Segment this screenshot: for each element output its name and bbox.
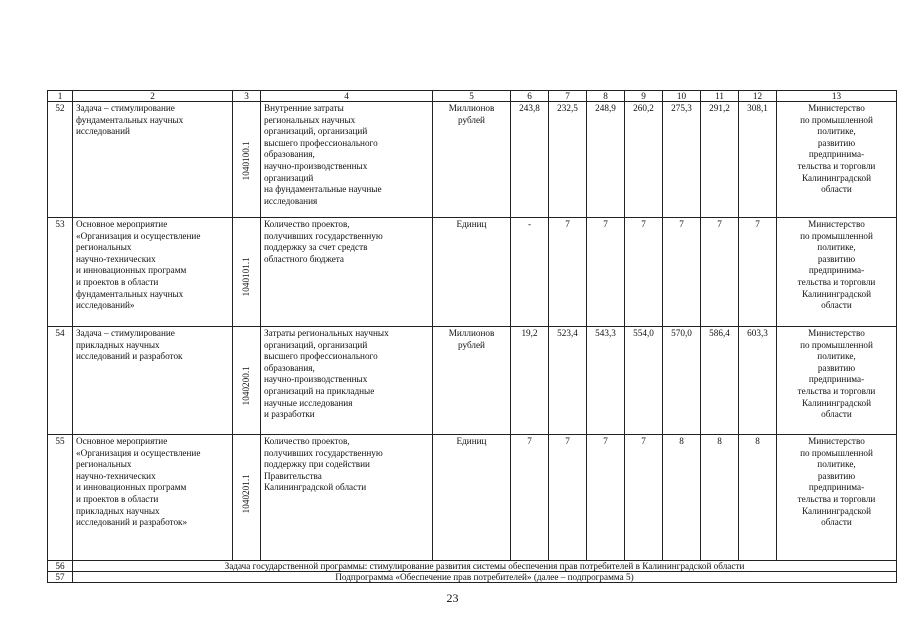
indicator-name-line: получивших государственную	[264, 447, 383, 458]
indicator-name-line: организаций	[264, 172, 314, 183]
responsible-line: Министерство	[808, 103, 865, 113]
responsible-line: развитию	[817, 253, 856, 264]
responsible-cell	[777, 218, 897, 327]
responsible-line: тельства и торговли	[797, 160, 876, 171]
indicator-name-line: Количество проектов,	[264, 436, 350, 446]
responsible-cell	[777, 327, 897, 435]
table-row	[48, 435, 897, 561]
responsible-line: политике,	[817, 351, 856, 362]
indicator-name-line: научно-производственных	[264, 374, 368, 385]
responsible-line: Министерство	[808, 328, 865, 338]
indicator-code: 1040200.1	[240, 366, 251, 406]
unit-line: Единиц	[456, 436, 487, 446]
unit-cell	[433, 327, 511, 435]
task-name-line: прикладных научных	[76, 339, 160, 350]
value-cell: 586,4	[701, 327, 739, 435]
value-cell: 7	[587, 218, 625, 327]
indicator-name-cell	[261, 102, 433, 218]
task-name-line: научно-технических	[76, 470, 156, 481]
value-cell: 7	[663, 218, 701, 327]
value-cell: -	[511, 218, 549, 327]
responsible-line: предпринима-	[808, 482, 865, 493]
indicator-code-cell	[233, 327, 261, 435]
value-cell: 248,9	[587, 102, 625, 218]
row-number-cell: 55	[48, 435, 73, 561]
column-number-cell: 1	[48, 91, 73, 102]
task-name-line: и инновационных программ	[76, 265, 187, 276]
indicator-name-line: организаций, организаций	[264, 339, 368, 350]
indicator-name-line: исследования	[264, 195, 318, 206]
task-name-cell	[73, 327, 233, 435]
responsible-line: Министерство	[808, 219, 865, 229]
column-number-cell: 4	[261, 91, 433, 102]
indicator-name-line: научно-производственных	[264, 160, 368, 171]
task-name-line: и проектов в области	[76, 493, 159, 504]
indicator-name-line: Затраты региональных научных	[264, 328, 389, 338]
indicator-name-line: поддержку при содействии	[264, 459, 370, 470]
responsible-line: политике,	[817, 459, 856, 470]
section-title-cell: Подпрограмма «Обеспечение прав потребителей» (далее – подпрограмма 5)	[73, 572, 897, 583]
task-name-line: фундаментальных научных	[76, 288, 184, 299]
task-name-line: «Организация и осуществление	[76, 447, 201, 458]
indicator-name-line: высшего профессионального	[264, 351, 378, 362]
row-number-cell: 53	[48, 218, 73, 327]
column-number-header-row	[48, 91, 897, 102]
task-name-line: фундаментальных научных	[76, 114, 184, 125]
column-number-cell: 10	[663, 91, 701, 102]
indicator-name-cell	[261, 435, 433, 561]
value-cell: 291,2	[701, 102, 739, 218]
column-number-cell: 13	[777, 91, 897, 102]
responsible-cell	[777, 102, 897, 218]
value-cell: 8	[701, 435, 739, 561]
task-name-line: Основное мероприятие	[76, 219, 168, 229]
unit-cell	[433, 218, 511, 327]
column-number-cell: 2	[73, 91, 233, 102]
task-name-line: региональных	[76, 242, 132, 253]
task-name-cell	[73, 435, 233, 561]
column-number-cell: 6	[511, 91, 549, 102]
indicator-code-cell	[233, 435, 261, 561]
column-number-cell: 8	[587, 91, 625, 102]
table-row	[48, 327, 897, 435]
responsible-line: политике,	[817, 242, 856, 253]
indicator-name-line: образования,	[264, 362, 315, 373]
responsible-line: тельства и торговли	[797, 493, 876, 504]
unit-line: Миллионов	[448, 103, 495, 113]
indicator-name-line: поддержку за счет средств	[264, 242, 368, 253]
unit-line: рублей	[458, 339, 485, 350]
value-cell: 7	[587, 435, 625, 561]
indicator-name-line: научные исследования	[264, 397, 353, 408]
task-name-line: исследований и разработок	[76, 351, 183, 362]
row-number-cell: 54	[48, 327, 73, 435]
task-name-cell	[73, 218, 233, 327]
value-cell: 7	[739, 218, 777, 327]
responsible-line: области	[821, 517, 852, 528]
task-name-line: исследований и разработок»	[76, 517, 188, 528]
responsible-line: развитию	[817, 362, 856, 373]
row-number-cell: 56	[48, 561, 73, 572]
responsible-line: Калининградской	[801, 172, 872, 183]
indicator-name-line: высшего профессионального	[264, 137, 378, 148]
task-name-line: Задача – стимулирование	[76, 328, 175, 338]
indicator-name-line: региональных научных	[264, 114, 356, 125]
indicator-name-line: Калининградской области	[264, 482, 367, 493]
unit-line: Миллионов	[448, 328, 495, 338]
value-cell: 260,2	[625, 102, 663, 218]
value-cell: 243,8	[511, 102, 549, 218]
column-number-cell: 11	[701, 91, 739, 102]
responsible-line: развитию	[817, 470, 856, 481]
page-number: 23	[446, 591, 459, 605]
indicator-name-line: и разработки	[264, 409, 315, 420]
indicator-name-cell	[261, 327, 433, 435]
column-number-cell: 3	[233, 91, 261, 102]
unit-line: Единиц	[456, 219, 487, 229]
responsible-cell	[777, 435, 897, 561]
column-number-cell: 12	[739, 91, 777, 102]
value-cell: 603,3	[739, 327, 777, 435]
indicator-name-line: Правительства	[264, 470, 322, 481]
indicator-name-line: организаций на прикладные	[264, 385, 375, 396]
responsible-line: области	[821, 184, 852, 195]
indicator-code-cell	[233, 102, 261, 218]
responsible-line: по промышленной	[800, 447, 873, 458]
unit-cell	[433, 102, 511, 218]
indicator-name-line: образования,	[264, 149, 315, 160]
task-name-line: «Организация и осуществление	[76, 230, 201, 241]
indicator-code: 1040201.1	[240, 474, 251, 514]
column-number-cell: 9	[625, 91, 663, 102]
task-name-line: научно-технических	[76, 253, 156, 264]
value-cell: 8	[663, 435, 701, 561]
responsible-line: по промышленной	[800, 114, 873, 125]
responsible-line: тельства и торговли	[797, 385, 876, 396]
responsible-line: по промышленной	[800, 339, 873, 350]
value-cell: 7	[511, 435, 549, 561]
value-cell: 7	[625, 218, 663, 327]
value-cell: 275,3	[663, 102, 701, 218]
value-cell: 8	[739, 435, 777, 561]
task-name-line: Задача – стимулирование	[76, 103, 175, 113]
responsible-line: политике,	[817, 126, 856, 137]
value-cell: 7	[549, 218, 587, 327]
column-number-cell: 5	[433, 91, 511, 102]
task-name-line: региональных	[76, 459, 132, 470]
responsible-line: Калининградской	[801, 397, 872, 408]
indicator-name-cell	[261, 218, 433, 327]
unit-line: рублей	[458, 114, 485, 125]
row-number-cell: 52	[48, 102, 73, 218]
task-name-line: прикладных научных	[76, 505, 160, 516]
value-cell: 232,5	[549, 102, 587, 218]
table-row	[48, 218, 897, 327]
column-number-cell: 7	[549, 91, 587, 102]
responsible-line: предпринима-	[808, 265, 865, 276]
responsible-line: предпринима-	[808, 374, 865, 385]
indicator-name-line: организаций, организаций	[264, 126, 368, 137]
responsible-line: Министерство	[808, 436, 865, 446]
value-cell: 543,3	[587, 327, 625, 435]
unit-cell	[433, 435, 511, 561]
responsible-line: по промышленной	[800, 230, 873, 241]
table-row	[48, 102, 897, 218]
value-cell: 19,2	[511, 327, 549, 435]
task-name-cell	[73, 102, 233, 218]
value-cell: 523,4	[549, 327, 587, 435]
responsible-line: тельства и торговли	[797, 276, 876, 287]
task-name-line: исследований	[76, 126, 130, 137]
responsible-line: предпринима-	[808, 149, 865, 160]
value-cell: 7	[549, 435, 587, 561]
value-cell: 7	[701, 218, 739, 327]
section-row	[48, 572, 897, 583]
task-name-line: и инновационных программ	[76, 482, 187, 493]
section-title-cell: Задача государственной программы: стимулирование развития системы обеспечения прав потребителей в Калининградской области	[73, 561, 897, 572]
indicator-name-line: областного бюджета	[264, 253, 344, 264]
indicator-code: 1040100.1	[240, 141, 251, 181]
value-cell: 308,1	[739, 102, 777, 218]
value-cell: 554,0	[625, 327, 663, 435]
indicator-name-line: Внутренние затраты	[264, 103, 344, 113]
value-cell: 570,0	[663, 327, 701, 435]
task-name-line: исследований»	[76, 300, 135, 311]
value-cell: 7	[625, 435, 663, 561]
responsible-line: Калининградской	[801, 288, 872, 299]
section-row	[48, 561, 897, 572]
program-indicators-table	[47, 90, 897, 583]
indicator-name-line: на фундаментальные научные	[264, 184, 382, 195]
row-number-cell: 57	[48, 572, 73, 583]
responsible-line: развитию	[817, 137, 856, 148]
responsible-line: области	[821, 409, 852, 420]
responsible-line: области	[821, 300, 852, 311]
responsible-line: Калининградской	[801, 505, 872, 516]
indicator-name-line: получивших государственную	[264, 230, 383, 241]
task-name-line: и проектов в области	[76, 276, 159, 287]
indicator-code-cell	[233, 218, 261, 327]
indicator-code: 1040101.1	[240, 257, 251, 297]
indicator-name-line: Количество проектов,	[264, 219, 350, 229]
task-name-line: Основное мероприятие	[76, 436, 168, 446]
